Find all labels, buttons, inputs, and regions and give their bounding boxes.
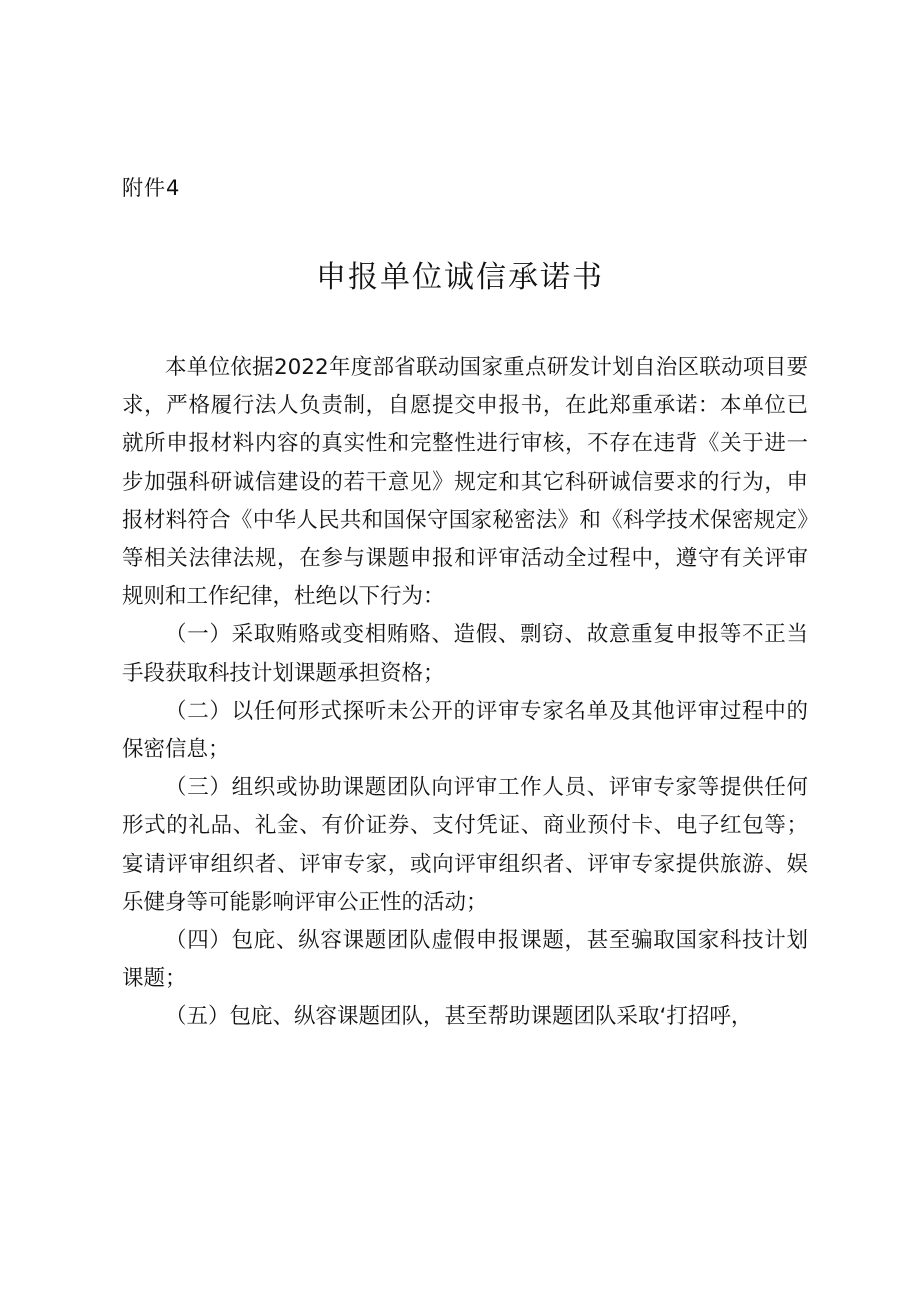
clause-1: （一）采取贿赂或变相贿赂、造假、剽窃、故意重复申报等不正当手段获取科技计划课题承担资格； — [122, 622, 808, 686]
intro-paragraph: 本单位依据2022年度部省联动国家重点研发计划自治区联动项目要求，严格履行法人负责制，自愿提交申报书，在此郑重承诺：本单位已就所申报材料内容的真实性和完整性进行审核，不存在违背《关于进一步加强科研诚信建设的若干意见》规定和其它科研诚信要求的行为，申报材料符合《中华人民共和国保守国家秘密法》和《科学技术保密规定》等相关法律法规，在参与课题申报和评审活动全过程中，遵守有关评审规则和工作纪律，杜绝以下行为： — [122, 355, 808, 610]
clause-2: （二）以任何形式探听未公开的评审专家名单及其他评审过程中的保密信息； — [122, 698, 808, 763]
clause-4: （四）包庇、纵容课题团队虚假申报课题，甚至骗取国家科技计划课题； — [122, 928, 808, 992]
clause-5: （五）包庇、纵容课题团队，甚至帮助课题团队采取‘打招呼， — [165, 1004, 753, 1030]
document-body — [122, 349, 808, 1037]
clause-3: （三）组织或协助课题团队向评审工作人员、评审专家等提供任何形式的礼品、礼金、有价证券、支付凭证、商业预付卡、电子红包等；宴请评审组织者、评审专家，或向评审组织者、评审专家提供旅游、娱乐健身等可能影响评审公正性的活动； — [122, 775, 808, 915]
attachment-label: 附件4 — [122, 176, 181, 200]
document-title: 申报单位诚信承诺书 — [316, 260, 604, 295]
